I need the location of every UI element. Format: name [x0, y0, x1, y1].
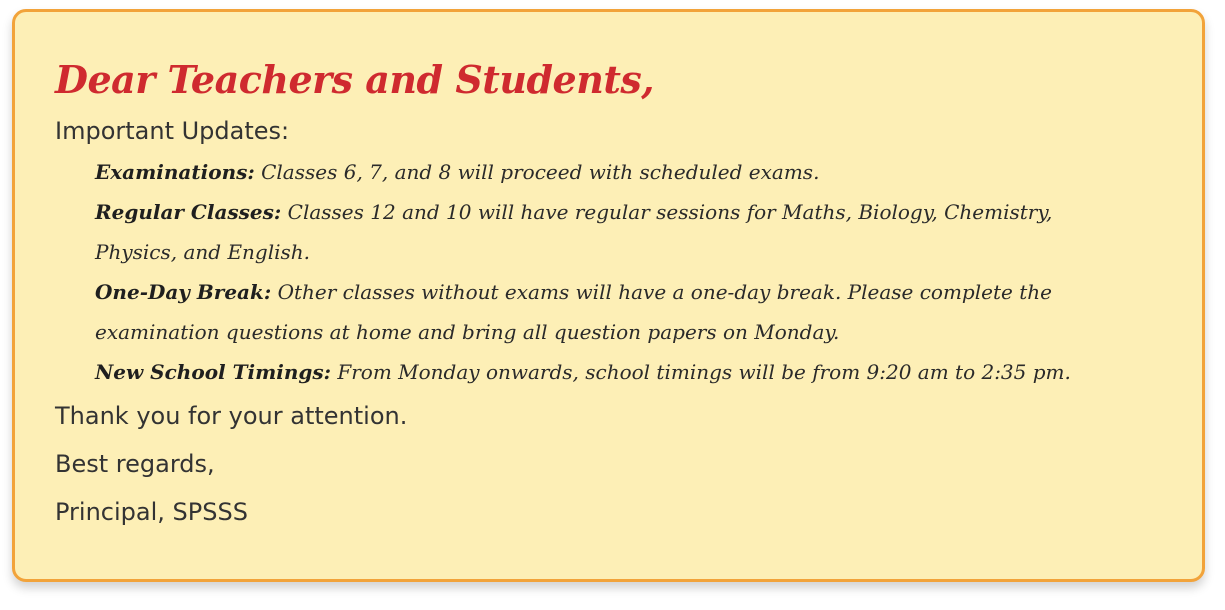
thanks-text: Thank you for your attention.	[55, 402, 408, 430]
notice-card	[12, 9, 1205, 582]
update-text: Other classes without exams will have a one-day break. Please complete the examination questions at home and bring all question papers on Monday.	[95, 280, 1052, 344]
update-item-school-timings	[95, 352, 1115, 392]
update-item-regular-classes	[95, 192, 1115, 272]
signature-text: Principal, SPSSS	[55, 498, 248, 526]
greeting-heading: Dear Teachers and Students,	[55, 57, 655, 102]
update-text: From Monday onwards, school timings will be from 9:20 am to 2:35 pm.	[337, 360, 1071, 384]
update-title: One-Day Break:	[95, 280, 272, 304]
intro-text: Important Updates:	[55, 117, 290, 145]
updates-list	[55, 152, 1115, 392]
update-item-examinations	[95, 152, 1115, 192]
update-title: Regular Classes:	[95, 200, 282, 224]
update-text: Classes 12 and 10 will have regular sessions for Maths, Biology, Chemistry, Physics, and English.	[95, 200, 1053, 264]
update-text: Classes 6, 7, and 8 will proceed with scheduled exams.	[261, 160, 820, 184]
update-title: New School Timings:	[95, 360, 331, 384]
update-title: Examinations:	[95, 160, 255, 184]
regards-text: Best regards,	[55, 450, 215, 478]
update-item-one-day-break	[95, 272, 1115, 352]
